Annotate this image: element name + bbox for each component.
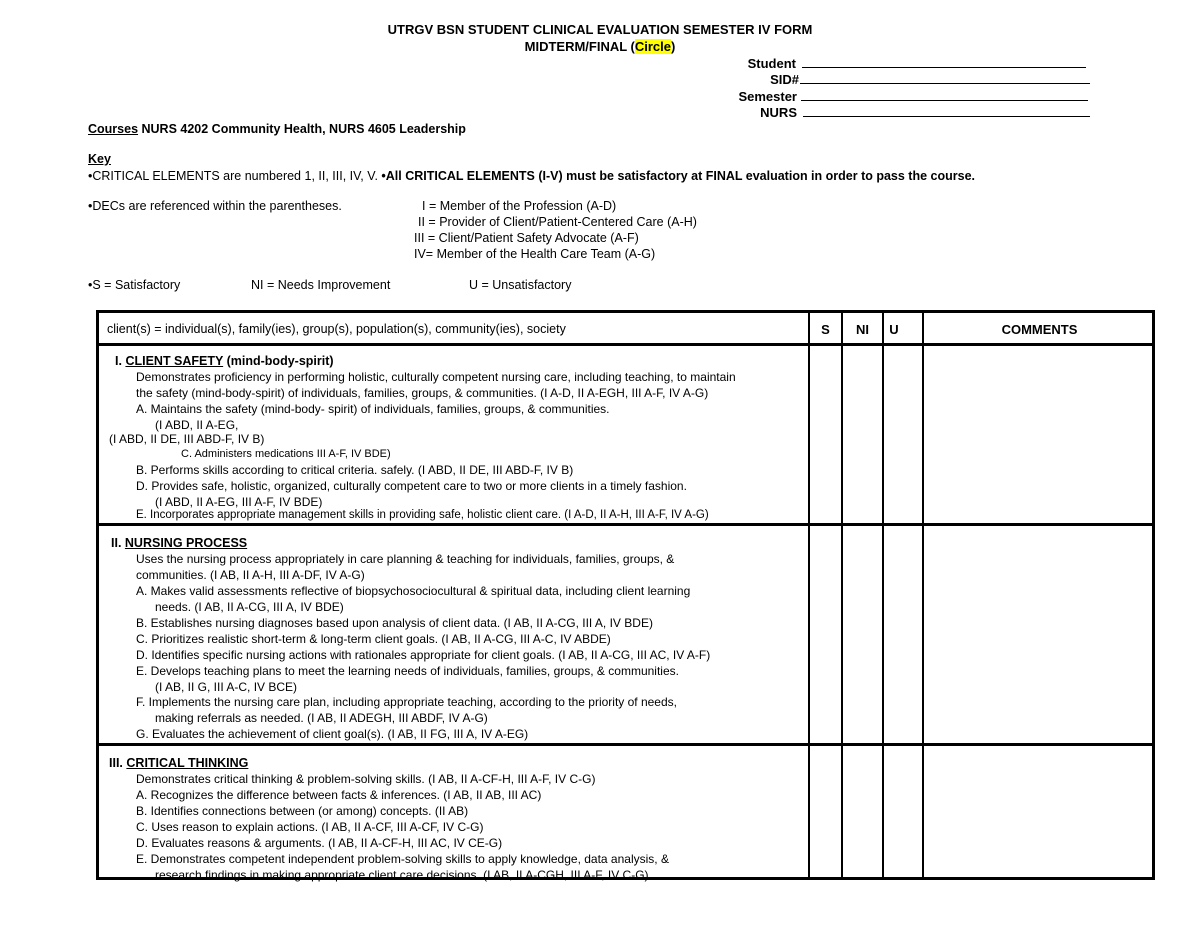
section-line: Uses the nursing process appropriately in care planning & teaching for individuals, families, groups, & (136, 552, 675, 566)
courses-text: NURS 4202 Community Health, NURS 4605 Leadership (138, 122, 466, 136)
section-num: III. (109, 756, 123, 770)
section-line: F. Implements the nursing care plan, including appropriate teaching, according to the priority of needs, (136, 695, 677, 709)
section-line: C. Administers medications III A-F, IV BDE) (181, 448, 391, 460)
section-line: needs. (I AB, II A-CG, III A, IV BDE) (155, 600, 344, 614)
section-line: E. Demonstrates competent independent problem-solving skills to apply knowledge, data analysis, & (136, 852, 669, 866)
section-line: research findings in making appropriate client care decisions. (I AB, II A-CGH, III A-F, IV C-G) (155, 868, 649, 882)
dec-item-4: IV= Member of the Health Care Team (A-G) (414, 247, 656, 261)
section-line: B. Performs skills according to critical criteria. safely. (I ABD, II DE, III ABD-F, IV B) (136, 463, 574, 477)
student-line (802, 67, 1086, 68)
section-line: A. Maintains the safety (mind-body- spirit) of individuals, families, groups, & communities. (136, 402, 610, 416)
row-divider-2 (99, 523, 1152, 526)
col-header-comments: COMMENTS (1001, 322, 1078, 337)
section-line: D. Provides safe, holistic, organized, culturally competent care to two or more clients in a timely fashion. (136, 479, 687, 493)
evaluation-table (96, 310, 1155, 880)
section-line: (I ABD, II A-EG, III A-F, IV BDE) (155, 495, 323, 509)
section-line: E. Develops teaching plans to meet the learning needs of individuals, families, groups, & communities. (136, 664, 679, 678)
section-line: communities. (I AB, II A-H, III A-DF, IV A-G) (136, 568, 365, 582)
row-divider-1 (99, 343, 1152, 346)
section-line: making referrals as needed. (I AB, II ADEGH, III ABDF, IV A-G) (155, 711, 488, 725)
critical-elements-plain: •CRITICAL ELEMENTS are numbered 1, II, III, IV, V. (88, 169, 382, 183)
section-line: (I ABD, II A-EG, (155, 418, 239, 432)
section-line: (I AB, II G, III A-C, IV BCE) (155, 680, 298, 694)
table-header-desc: client(s) = individual(s), family(ies), group(s), population(s), community(ies), society (107, 322, 566, 336)
section-line: D. Identifies specific nursing actions with rationales appropriate for client goals. (I AB, II A-CG, III AC, IV A-F) (136, 648, 711, 662)
nurs-label: NURS (760, 105, 797, 120)
dec-item-3: III = Client/Patient Safety Advocate (A-F) (414, 231, 639, 245)
section-line: A. Makes valid assessments reflective of biopsychosociocultural & spiritual data, including client learning (136, 584, 691, 598)
section-line: C. Uses reason to explain actions. (I AB, II A-CF, III A-CF, IV C-G) (136, 820, 484, 834)
rating-u: U = Unsatisfactory (469, 278, 572, 292)
courses-line (88, 122, 466, 136)
critical-elements-line (88, 169, 975, 183)
section-title: CRITICAL THINKING (126, 756, 249, 770)
form-title: UTRGV BSN STUDENT CLINICAL EVALUATION SEMESTER IV FORM (387, 22, 813, 37)
section-title-suffix: (mind-body-spirit) (223, 354, 334, 368)
col-header-ni: NI (856, 322, 869, 337)
rating-s: •S = Satisfactory (88, 278, 181, 292)
semester-label: Semester (738, 89, 797, 104)
section-heading (109, 756, 248, 770)
section-line: (I ABD, II DE, III ABD-F, IV B) (109, 432, 265, 446)
student-label: Student (747, 56, 796, 71)
col-divider-ni (841, 313, 843, 877)
sid-label: SID# (770, 72, 799, 87)
dec-item-2: II = Provider of Client/Patient-Centered Care (A-H) (418, 215, 697, 229)
col-header-u: U (889, 322, 899, 337)
col-divider-s (808, 313, 810, 877)
midterm-final-text: MIDTERM/FINAL ( (524, 39, 635, 54)
section-line: D. Evaluates reasons & arguments. (I AB, II A-CF-H, III AC, IV CE-G) (136, 836, 503, 850)
section-line: Demonstrates critical thinking & problem-solving skills. (I AB, II A-CF-H, III A-F, IV C-G) (136, 772, 596, 786)
section-heading (115, 354, 334, 368)
close-paren: ) (671, 39, 676, 54)
col-divider-comments (922, 313, 924, 877)
semester-line (801, 100, 1088, 101)
circle-highlight: Circle (634, 39, 672, 54)
key-label: Key (88, 152, 111, 166)
dec-item-1: I = Member of the Profession (A-D) (422, 199, 617, 213)
section-line: E. Incorporates appropriate management skills in providing safe, holistic client care. (I A-D, II A-H, III A-F, IV A-G) (136, 509, 709, 521)
rating-ni: NI = Needs Improvement (251, 278, 391, 292)
decs-line: •DECs are referenced within the parentheses. (88, 199, 342, 213)
critical-elements-bold: •All CRITICAL ELEMENTS (I-V) must be satisfactory at FINAL evaluation in order to pass the course. (381, 169, 975, 183)
section-line: Demonstrates proficiency in performing holistic, culturally competent nursing care, including teaching, to maintain (136, 370, 736, 384)
section-num: I. (115, 354, 122, 368)
section-line: B. Identifies connections between (or among) concepts. (II AB) (136, 804, 469, 818)
section-line: the safety (mind-body-spirit) of individuals, families, groups, & communities. (I A-D, II A-EGH, III A-F, IV A-G) (136, 386, 709, 400)
section-line: A. Recognizes the difference between facts & inferences. (I AB, II AB, III AC) (136, 788, 542, 802)
section-title: NURSING PROCESS (124, 536, 248, 550)
section-title: CLIENT SAFETY (125, 354, 224, 368)
section-line: G. Evaluates the achievement of client goal(s). (I AB, II FG, III A, IV A-EG) (136, 727, 529, 741)
row-divider-3 (99, 743, 1152, 746)
courses-label: Courses (88, 122, 139, 136)
section-line: B. Establishes nursing diagnoses based upon analysis of client data. (I AB, II A-CG, III A, IV BDE) (136, 616, 653, 630)
section-num: II. (111, 536, 122, 550)
section-heading (111, 536, 247, 550)
nurs-line (803, 116, 1090, 117)
sid-line (800, 83, 1090, 84)
section-line: C. Prioritizes realistic short-term & long-term client goals. (I AB, II A-CG, III A-C, IV ABDE) (136, 632, 611, 646)
midterm-final-line (0, 39, 1200, 54)
col-divider-u (882, 313, 884, 877)
col-header-s: S (821, 322, 830, 337)
